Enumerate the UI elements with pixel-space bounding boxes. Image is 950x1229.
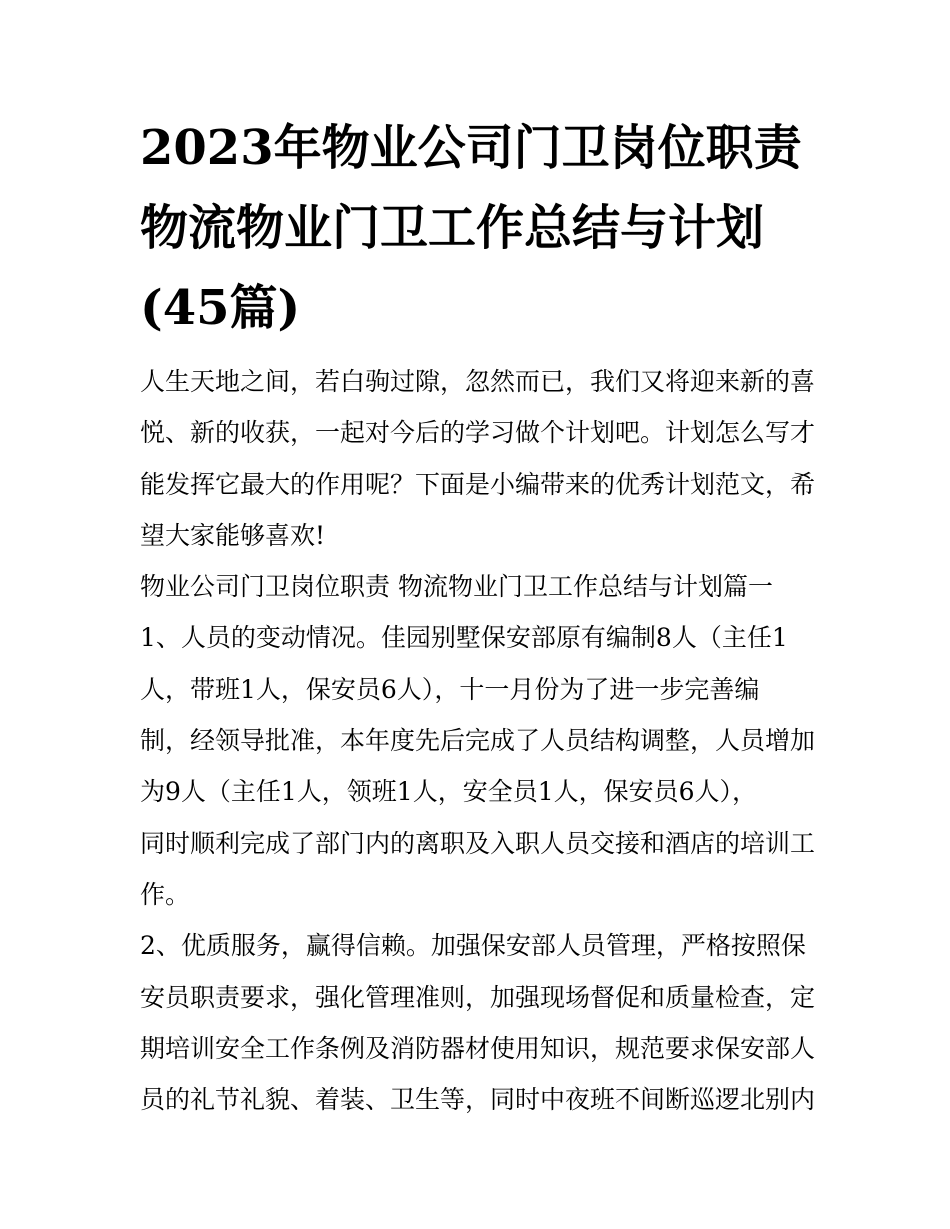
body-line: 期培训安全工作条例及消防器材使用知识，规范要求保安部人 [140,1033,816,1063]
body-line: 望大家能够喜欢! [140,520,326,550]
body-line: 作。 [140,879,191,909]
document-title [140,108,820,348]
body-line: 人，带班1人，保安员6人），十一月份为了进一步完善编 [140,674,760,704]
section-heading: 物业公司门卫岗位职责 物流物业门卫工作总结与计划篇一 [140,572,773,602]
body-line: 安员职责要求，强化管理准则，加强现场督促和质量检查，定 [140,982,816,1012]
body-line: 人生天地之间，若白驹过隙，忽然而已，我们又将迎来新的喜 [140,367,816,396]
body-line: 悦、新的收获，一起对今后的学习做个计划吧。计划怎么写才 [140,418,816,448]
body-line: 为9人（主任1人，领班1人，安全员1人，保安员6人）， [140,777,758,807]
body-line: 1、人员的变动情况。佳园别墅保安部原有编制8人（主任1 [140,623,788,653]
body-line: 同时顺利完成了部门内的离职及入职人员交接和酒店的培训工 [140,828,816,858]
body-line: 员的礼节礼貌、着装、卫生等，同时中夜班不间断巡逻北别内 [140,1085,816,1115]
title-line: 物流物业门卫工作总结与计划 [140,200,765,256]
document-body [140,356,820,1125]
body-line: 2、优质服务，赢得信赖。加强保安部人员管理，严格按照保 [140,931,806,961]
body-line: 能发挥它最大的作用呢？下面是小编带来的优秀计划范文，希 [140,469,816,499]
title-line: (45篇) [140,280,301,336]
title-line: 2023年物业公司门卫岗位职责 [140,120,802,176]
body-line: 制，经领导批准，本年度先后完成了人员结构调整，人员增加 [140,726,816,756]
